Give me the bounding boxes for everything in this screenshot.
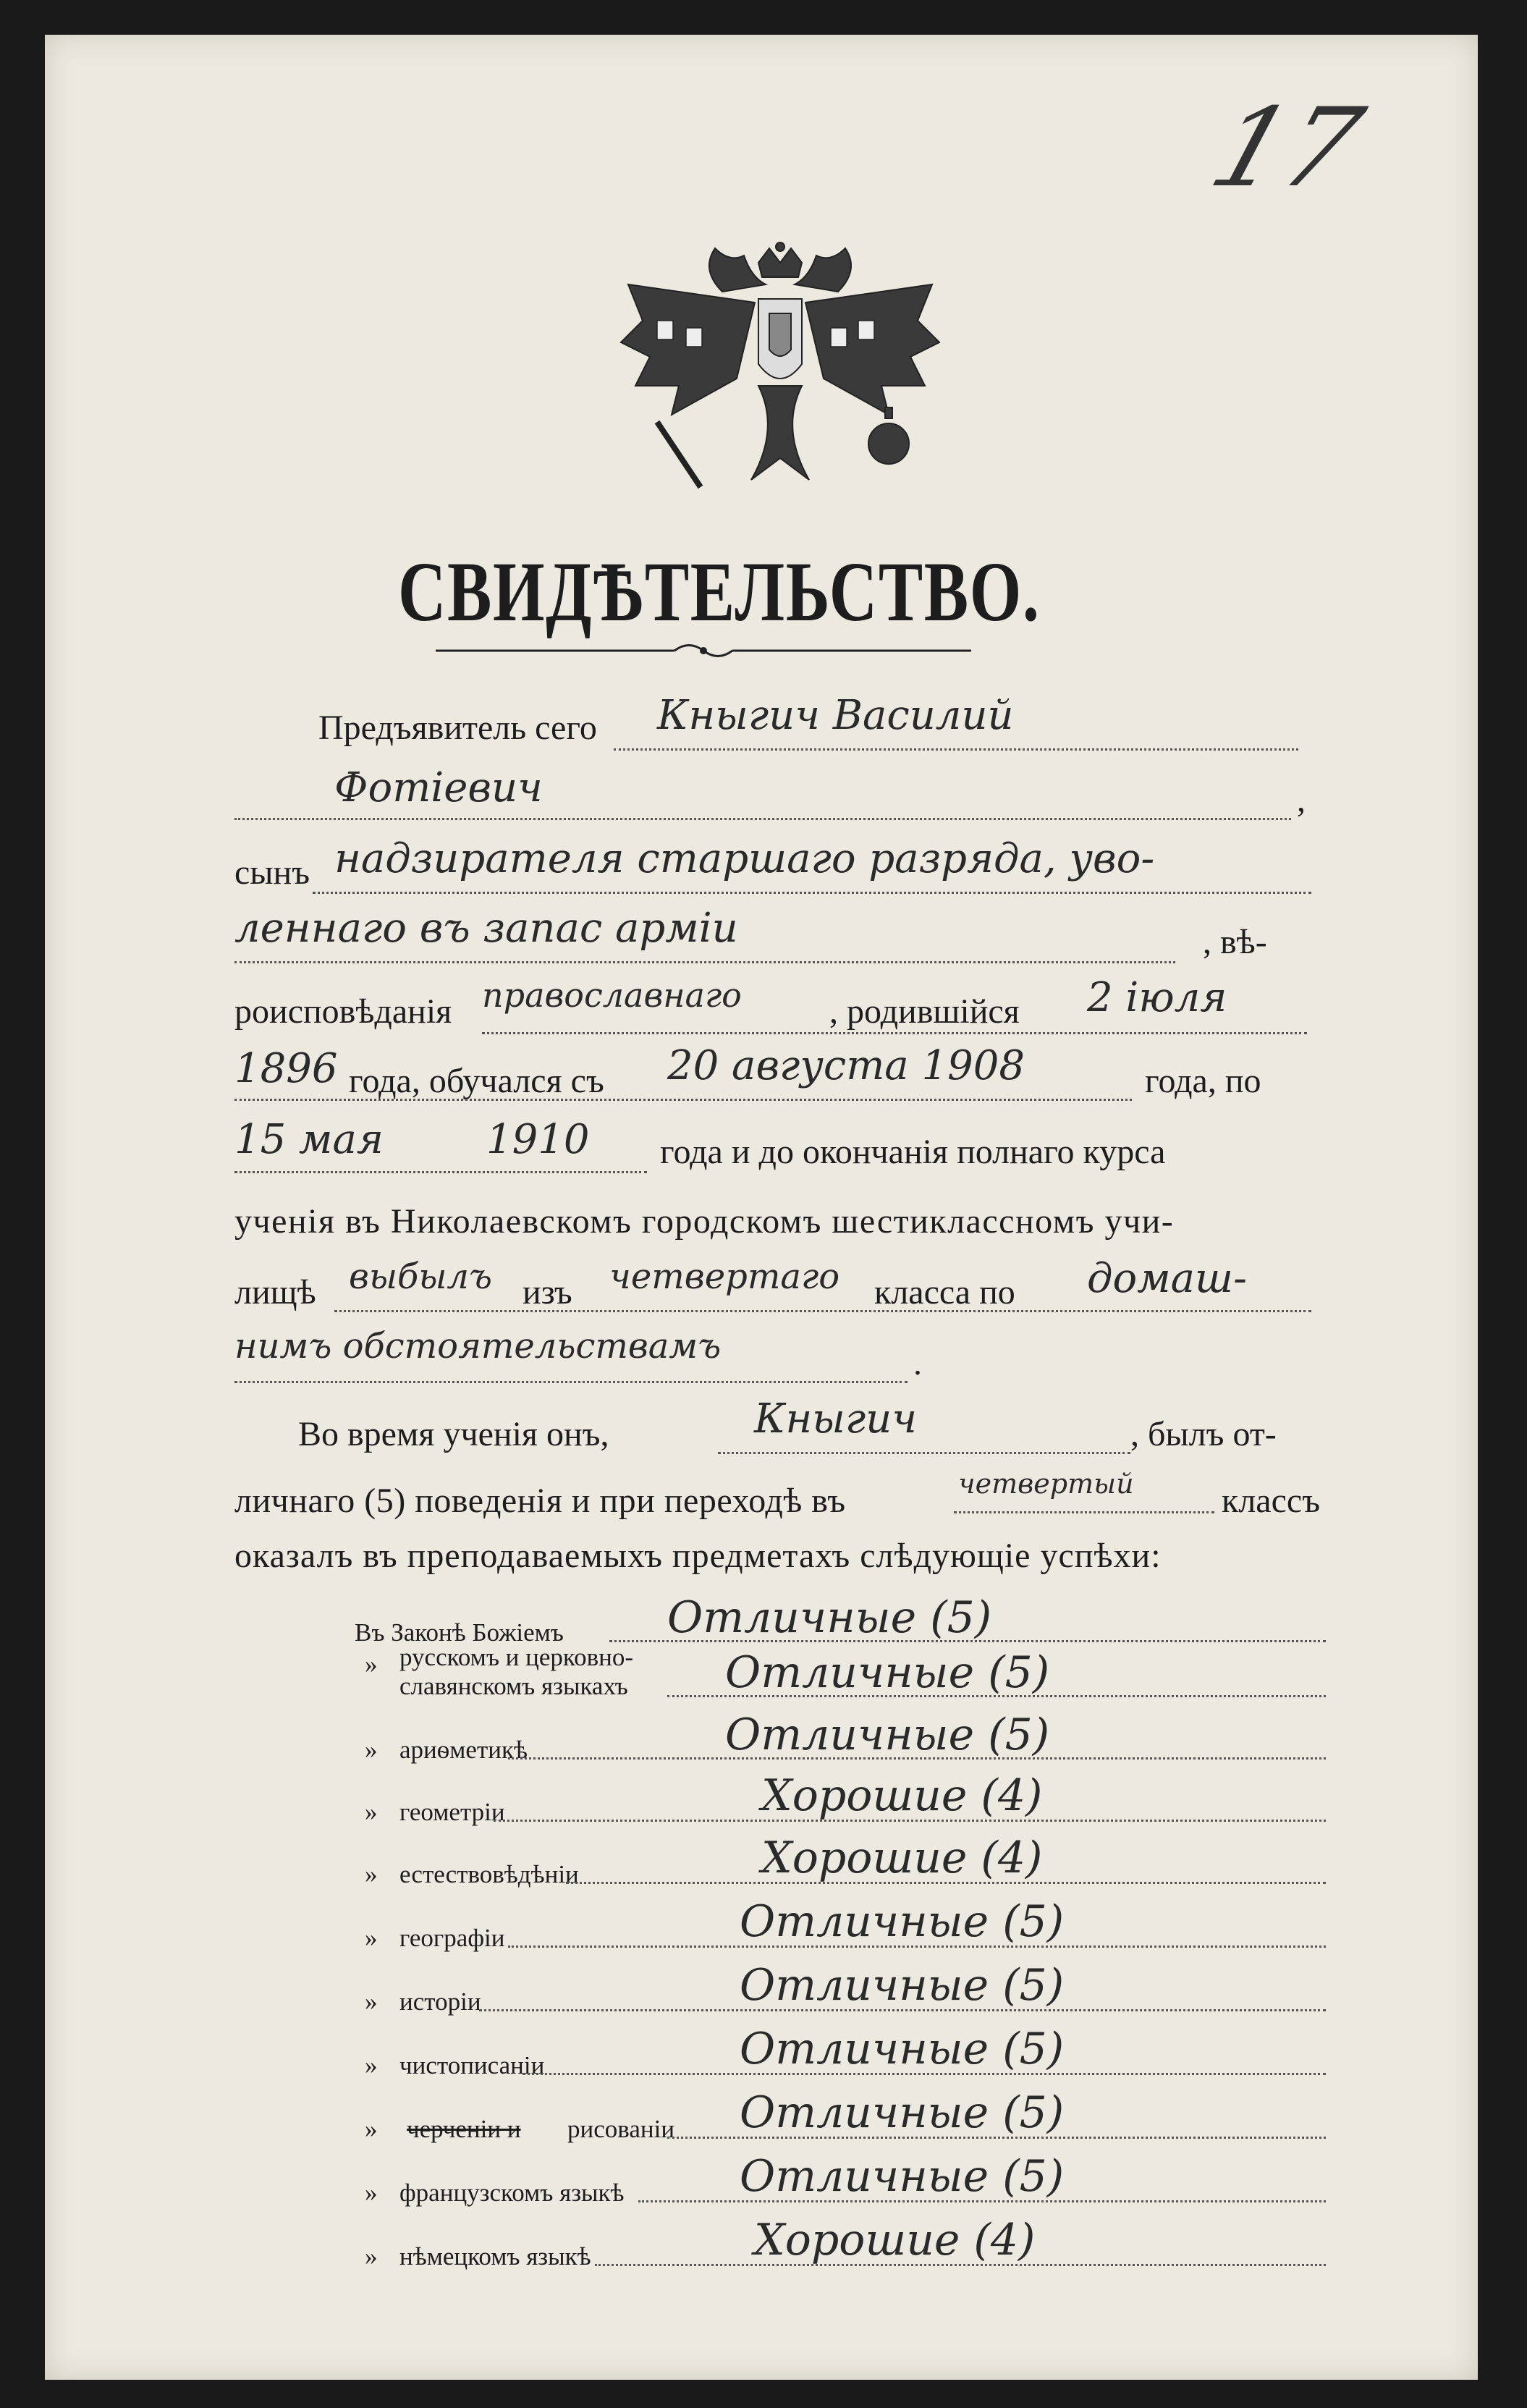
grade-handwritten: Хорошие (4): [761, 1833, 1043, 1883]
period: .: [913, 1344, 922, 1382]
comma: ,: [1297, 781, 1306, 819]
religion-label: роисповѣданія: [234, 992, 452, 1031]
grade-handwritten: Отличные (5): [740, 2087, 1065, 2138]
patronymic-handwritten: Фотіевич: [334, 764, 543, 811]
subject-name: исторіи: [399, 1987, 481, 2016]
father-rank-handwritten: надзирателя старшаго разряда, уво-: [334, 835, 1155, 882]
ditto-mark: »: [365, 1987, 378, 2016]
imperial-eagle-emblem: [614, 241, 947, 516]
grade-handwritten: Хорошие (4): [761, 1770, 1043, 1821]
course-completion-text: года и до окончанія полнаго курса: [660, 1133, 1166, 1171]
religion-handwritten: православнаго: [482, 976, 742, 1015]
fill-line: [479, 2009, 1326, 2011]
fill-line: [609, 1640, 1326, 1642]
grade-handwritten: Отличные (5): [725, 1647, 1050, 1698]
fill-line: [334, 1310, 1311, 1312]
certificate-page: [45, 35, 1478, 2380]
conduct-text: личнаго (5) поведенія и при переходѣ въ: [234, 1482, 846, 1520]
grades-intro-text: оказалъ въ преподаваемыхъ предметахъ слѣдующіе успѣхи:: [234, 1537, 1162, 1575]
ditto-mark: »: [365, 1798, 378, 1826]
fill-line: [234, 1099, 1132, 1101]
grade-handwritten: Отличные (5): [740, 1960, 1065, 2011]
title-ornament-divider: [436, 640, 971, 662]
fill-line: [667, 2137, 1326, 2139]
student-surname-handwritten: Кныгич: [754, 1395, 918, 1442]
reason-handwritten: домаш-: [1087, 1255, 1247, 1302]
subject-name: Въ Законѣ Божіемъ: [355, 1618, 564, 1647]
fill-line: [595, 2264, 1326, 2266]
reason-continued-handwritten: нимъ обстоятельствамъ: [234, 1326, 722, 1366]
grade-handwritten: Отличные (5): [725, 1710, 1050, 1760]
subject-name: нѣмецкомъ языкѣ: [399, 2242, 591, 2270]
school-label: лищѣ: [234, 1273, 316, 1311]
son-of-label: сынъ: [234, 853, 310, 892]
ditto-mark: »: [365, 1924, 378, 1952]
fill-line: [313, 892, 1311, 894]
subject-name: геометріи: [399, 1798, 505, 1826]
fill-line: [234, 961, 1175, 963]
studied-from-label: года, обучался съ: [349, 1062, 604, 1100]
bearer-label: Предъявитель сего: [318, 709, 597, 747]
subject-struck-through: черченіи и: [407, 2115, 521, 2143]
fill-line: [638, 2200, 1326, 2202]
subject-name-continued: славянскомъ языкахъ: [399, 1672, 628, 1700]
during-studies-label: Во время ученія онъ,: [298, 1415, 609, 1453]
subject-name: французскомъ языкѣ: [399, 2179, 625, 2207]
subject-name: естествовѣдѣніи: [399, 1860, 579, 1888]
ditto-mark: »: [365, 2115, 378, 2143]
document-title: СВИДѢТЕЛЬСТВО.: [398, 544, 1041, 639]
father-status-handwritten: леннаго въ запас арміи: [234, 905, 738, 952]
birth-date-handwritten: 2 іюля: [1087, 974, 1227, 1021]
ditto-mark: »: [365, 1860, 378, 1888]
subject-name: чистописаніи: [399, 2051, 545, 2079]
school-name-text: ученія въ Николаевскомъ городскомъ шестиклассномъ учи-: [234, 1202, 1175, 1241]
ditto-mark: »: [365, 2242, 378, 2270]
ditto-mark: »: [365, 2179, 378, 2207]
end-date-handwritten: 15 мая: [234, 1116, 384, 1163]
fill-line: [508, 1946, 1326, 1948]
grade-handwritten: Отличные (5): [740, 2151, 1065, 2202]
grade-handwritten: Отличные (5): [740, 2024, 1065, 2074]
fill-line: [234, 1171, 647, 1173]
archive-number: 17: [1196, 85, 1376, 211]
subject-name: русскомъ и церковно-: [399, 1643, 634, 1671]
fill-line: [954, 1511, 1214, 1513]
fill-line: [614, 748, 1298, 751]
fill-line: [508, 1757, 1326, 1759]
class-by-label: класса по: [874, 1273, 1015, 1311]
fill-line: [234, 1381, 908, 1383]
from-label: изъ: [523, 1273, 572, 1311]
transfer-class-handwritten: четвертый: [958, 1468, 1134, 1500]
subject-name: географіи: [399, 1924, 505, 1952]
fill-line: [566, 1882, 1326, 1884]
was-label: , былъ от-: [1130, 1415, 1277, 1453]
subject-name: рисованіи: [567, 2115, 675, 2143]
class-number-handwritten: четвертаго: [609, 1256, 840, 1297]
fill-line: [482, 1032, 1307, 1034]
grade-handwritten: Хорошие (4): [754, 2215, 1036, 2265]
bearer-name-handwritten: Кныгич Василий: [657, 692, 1014, 739]
fill-line: [494, 1820, 1326, 1822]
religion-label-start: , вѣ-: [1203, 923, 1267, 961]
withdrew-handwritten: выбылъ: [349, 1256, 492, 1297]
born-label: , родившійся: [829, 992, 1020, 1031]
ditto-mark: »: [365, 1736, 378, 1764]
birth-year-handwritten: 1896: [234, 1045, 338, 1092]
ditto-mark: »: [365, 2051, 378, 2079]
ditto-mark: »: [365, 1650, 378, 1678]
subject-name: ариѳметикѣ: [399, 1736, 528, 1764]
start-date-handwritten: 20 августа 1908: [667, 1042, 1025, 1089]
class-label: классъ: [1222, 1482, 1321, 1520]
end-year-handwritten: 1910: [486, 1116, 590, 1163]
grade-handwritten: Отличные (5): [740, 1896, 1065, 1947]
grade-handwritten: Отличные (5): [667, 1592, 992, 1643]
year-to-label: года, по: [1145, 1062, 1261, 1100]
fill-line: [523, 2073, 1326, 2075]
fill-line: [718, 1452, 1130, 1454]
fill-line: [234, 818, 1291, 820]
fill-line: [667, 1695, 1326, 1697]
